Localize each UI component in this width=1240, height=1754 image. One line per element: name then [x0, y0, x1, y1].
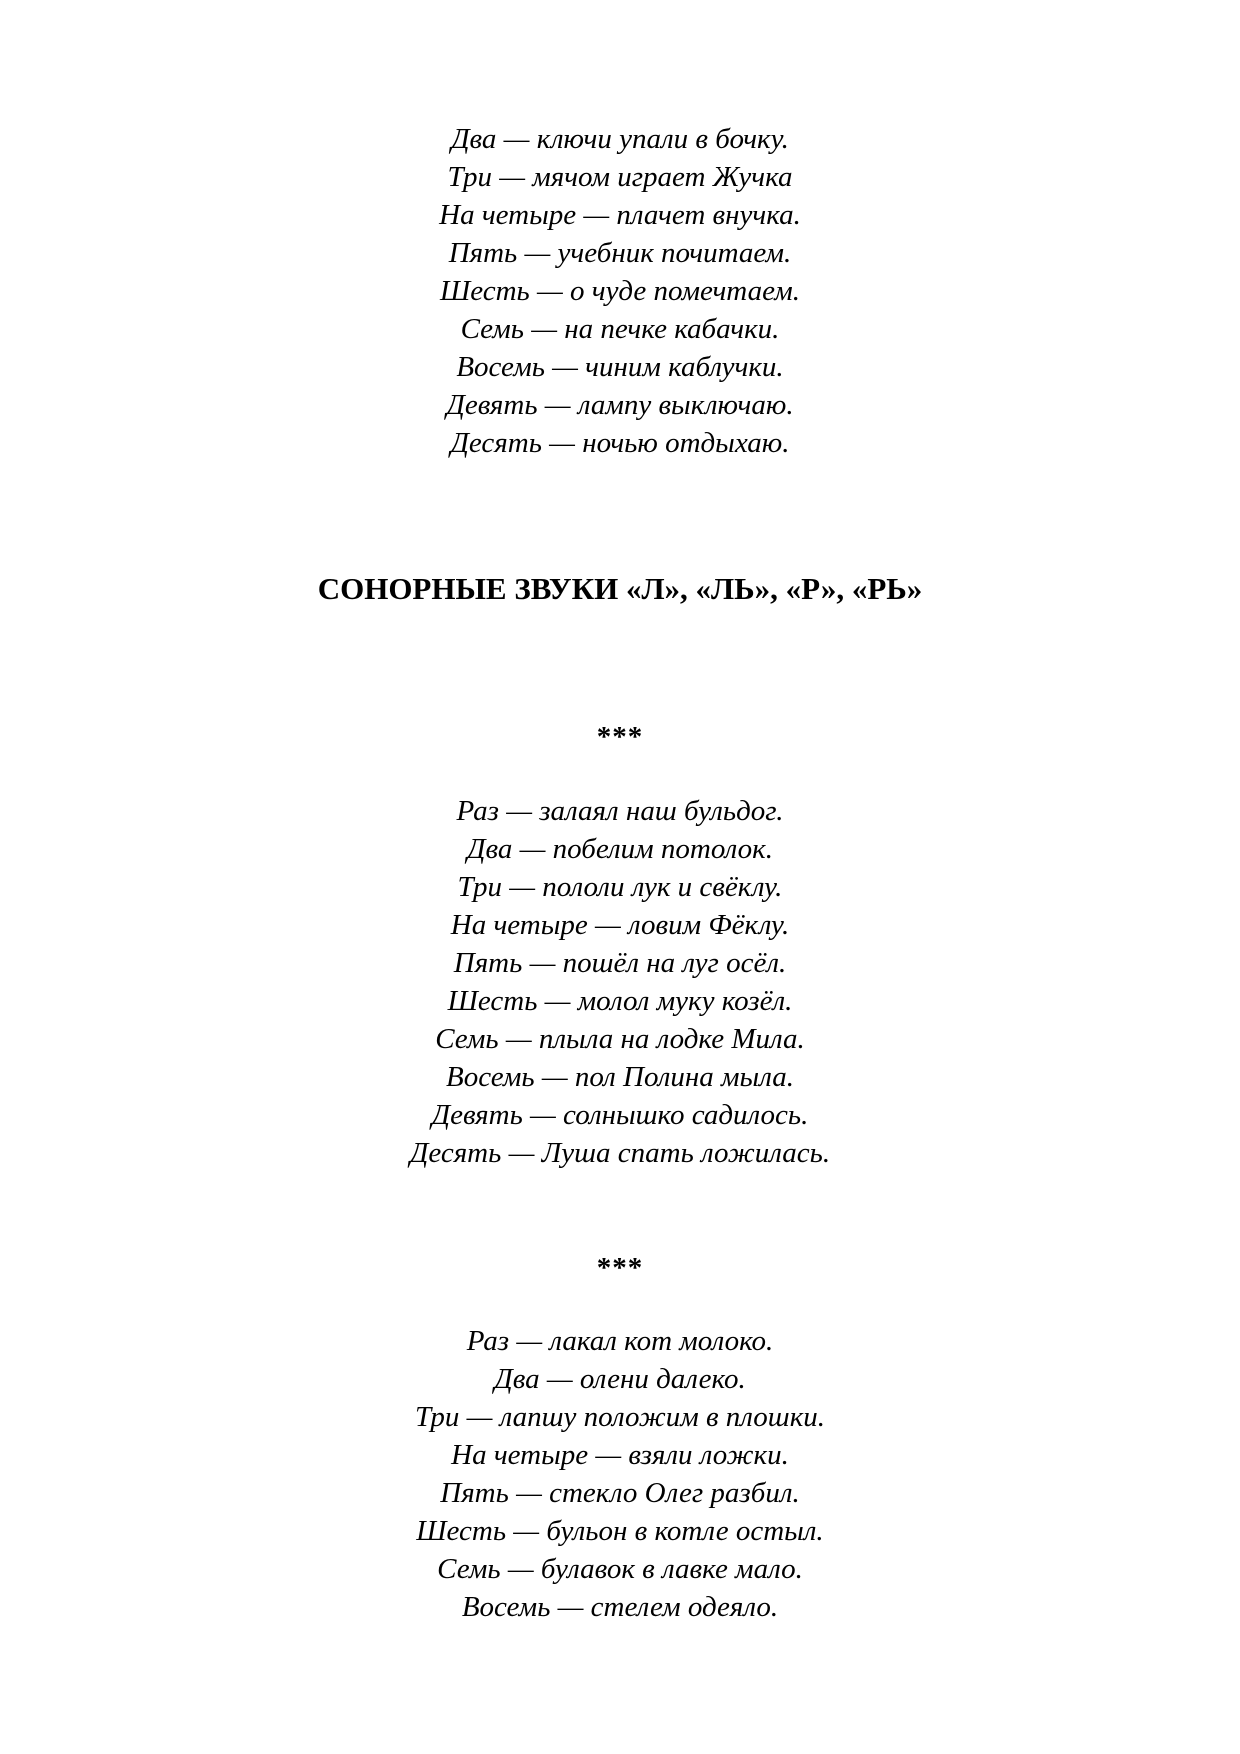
poem-line: Восемь — чиним каблучки.	[456, 351, 784, 383]
poem-line: Семь — булавок в лавке мало.	[437, 1553, 803, 1585]
asterisk-separator: ***	[596, 721, 644, 753]
poem-line: Десять — ночью отдыхаю.	[450, 427, 790, 459]
poem-line: Пять — стекло Олег разбил.	[440, 1477, 800, 1509]
poem-line: Восемь — стелем одеяло.	[461, 1591, 779, 1623]
poem-line: Девять — солнышко садилось.	[431, 1099, 809, 1131]
poem-line: Раз — лакал кот молоко.	[466, 1325, 774, 1357]
poem-stanza-counting-rhyme	[0, 120, 1240, 462]
poem-line: Два — олени далеко.	[494, 1363, 746, 1395]
poem-line: На четыре — ловим Фёклу.	[450, 909, 790, 941]
poem-line: Шесть — о чуде помечтаем.	[440, 275, 800, 307]
poem-line: Девять — лампу выключаю.	[446, 389, 794, 421]
poem-line: Семь — на печке кабачки.	[460, 313, 780, 345]
poem-line: Шесть — бульон в котле остыл.	[416, 1515, 824, 1547]
poem-line: Три — мячом играет Жучка	[447, 161, 793, 193]
poem-line: Три — лапшу положим в плошки.	[414, 1401, 826, 1433]
poem-line: Пять — учебник почитаем.	[448, 237, 792, 269]
poem-line: Восемь — пол Полина мыла.	[446, 1061, 794, 1093]
poem-line: Семь — плыла на лодке Мила.	[435, 1023, 805, 1055]
section-title: СОНОРНЫЕ ЗВУКИ «Л», «ЛЬ», «Р», «РЬ»	[317, 571, 923, 606]
poem-line: Пять — пошёл на луг осёл.	[453, 947, 787, 979]
poem-stanza-cat-milk	[0, 1322, 1240, 1626]
poem-line: Два — ключи упали в бочку.	[451, 123, 789, 155]
poem-stanza-bulldog	[0, 792, 1240, 1172]
poem-line: На четыре — взяли ложки.	[451, 1439, 789, 1471]
poem-line: Два — побелим потолок.	[467, 833, 773, 865]
poem-line: На четыре — плачет внучка.	[439, 199, 801, 231]
poem-line: Раз — залаял наш бульдог.	[456, 795, 784, 827]
poem-line: Шесть — молол муку козёл.	[447, 985, 793, 1017]
poem-line: Десять — Луша спать ложилась.	[409, 1137, 831, 1169]
asterisk-separator: ***	[596, 1252, 644, 1284]
poem-line: Три — пололи лук и свёклу.	[457, 871, 783, 903]
